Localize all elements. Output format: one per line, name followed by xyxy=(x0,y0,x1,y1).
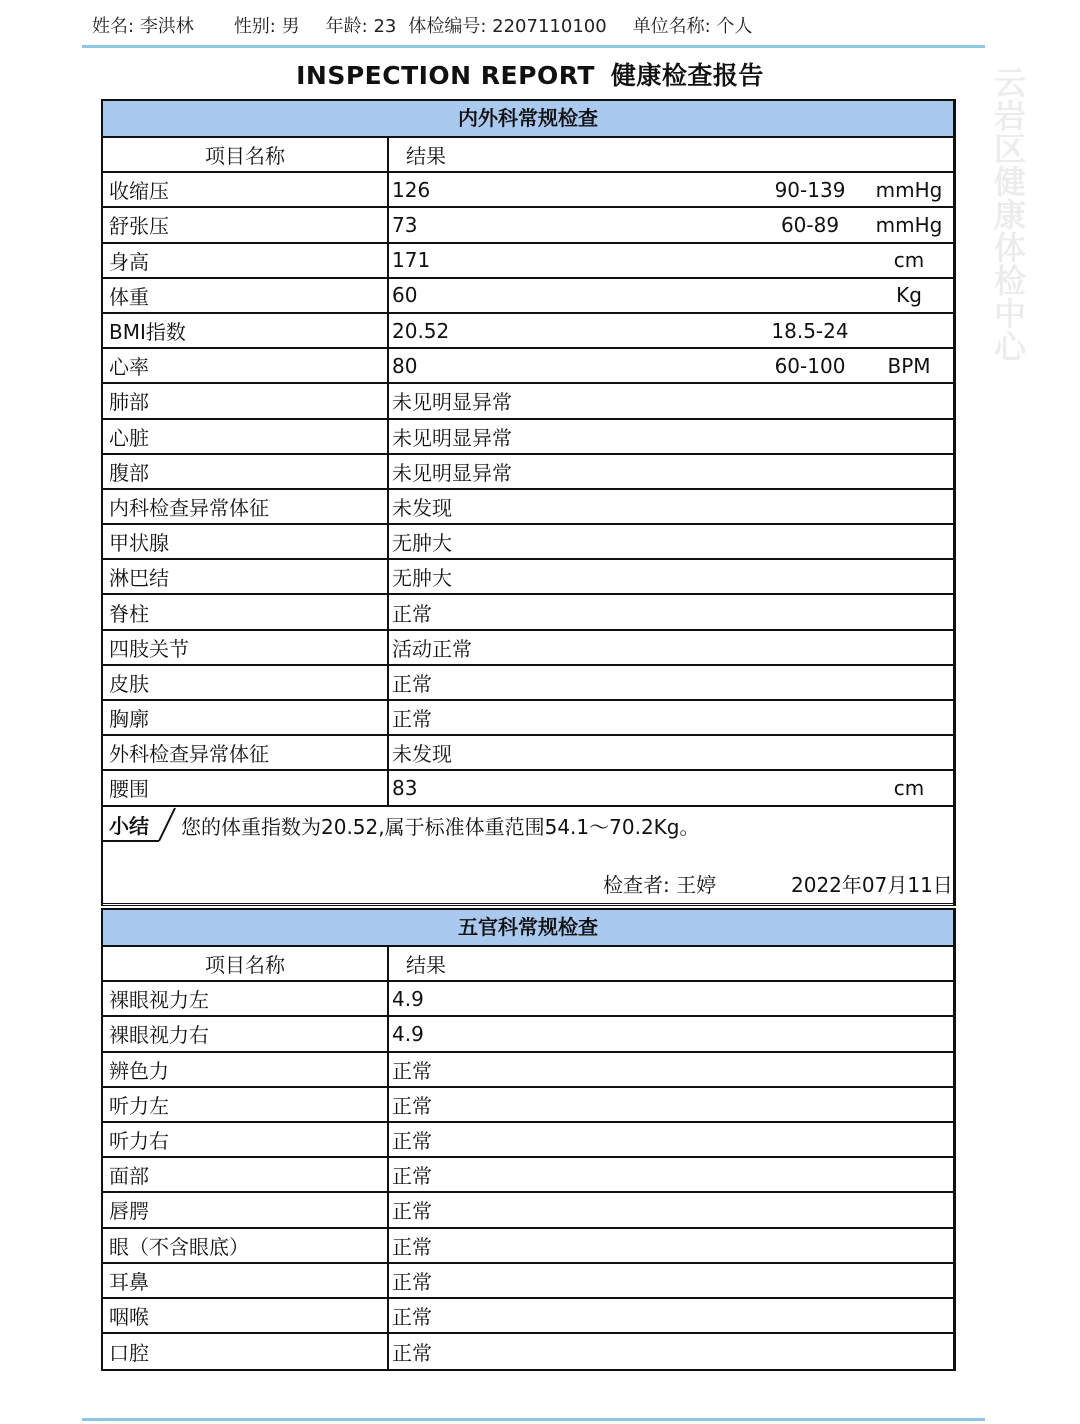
col-header-result: 结果 xyxy=(406,144,446,169)
item-result-cell xyxy=(389,1017,953,1050)
item-result-cell xyxy=(389,701,953,734)
table-row xyxy=(103,420,953,455)
center-watermark: 云岩区健康体检中心 xyxy=(989,66,1027,363)
unit-label: 单位名称: xyxy=(632,16,711,37)
item-result: 未见明显异常 xyxy=(392,390,512,415)
item-result: 正常 xyxy=(392,1269,432,1294)
reference-range: 90-139 xyxy=(774,177,846,202)
item-name: 唇腭 xyxy=(103,1193,389,1226)
table-row xyxy=(103,982,953,1017)
item-result-cell xyxy=(389,1123,953,1156)
item-result: 60 xyxy=(392,283,418,308)
item-result-cell xyxy=(389,1334,953,1369)
table-row xyxy=(103,1299,953,1334)
exam-no-label: 体检编号: xyxy=(408,16,487,37)
ent-ophthalmology-section xyxy=(101,908,956,1371)
item-name: 肺部 xyxy=(103,384,389,417)
item-result-cell xyxy=(389,560,953,593)
patient-info-header xyxy=(92,10,779,40)
summary-block xyxy=(103,807,953,906)
name-value: 李洪林 xyxy=(139,16,194,37)
item-result-cell xyxy=(389,771,953,804)
table-row xyxy=(103,1053,953,1088)
item-result: 4.9 xyxy=(392,986,424,1011)
table-row xyxy=(103,666,953,701)
exam-number xyxy=(408,12,606,38)
item-name: 收缩压 xyxy=(103,173,389,206)
item-name: 听力左 xyxy=(103,1088,389,1121)
item-name: 耳鼻 xyxy=(103,1264,389,1297)
item-result: 73 xyxy=(392,212,418,237)
item-result-cell xyxy=(389,1088,953,1121)
item-result: 20.52 xyxy=(392,318,450,343)
table-row xyxy=(103,314,953,349)
item-result-cell xyxy=(389,982,953,1015)
item-name: 腰围 xyxy=(103,771,389,804)
age-value: 23 xyxy=(373,16,397,37)
item-result: 正常 xyxy=(392,1093,432,1118)
item-name: 口腔 xyxy=(103,1334,389,1369)
table-row xyxy=(103,1229,953,1264)
unit: cm xyxy=(893,248,925,273)
report-title xyxy=(0,56,1060,92)
unit: mmHg xyxy=(875,177,943,202)
item-result: 正常 xyxy=(392,1341,432,1366)
summary-text: 您的体重指数为20.52,属于标准体重范围54.1～70.2Kg。 xyxy=(181,814,700,839)
table-row xyxy=(103,525,953,560)
item-name: 体重 xyxy=(103,279,389,312)
item-name: 胸廓 xyxy=(103,701,389,734)
item-result: 未见明显异常 xyxy=(392,460,512,485)
summary-label-border xyxy=(103,807,183,843)
table-row xyxy=(103,1158,953,1193)
item-name: 脊柱 xyxy=(103,595,389,628)
item-name: 四肢关节 xyxy=(103,631,389,664)
item-name: BMI指数 xyxy=(103,314,389,347)
item-result: 126 xyxy=(392,177,431,202)
header-rule xyxy=(82,45,985,48)
summary-label: 小结 xyxy=(109,813,149,838)
item-result: 正常 xyxy=(392,1129,432,1154)
section-title: 五官科常规检查 xyxy=(103,910,953,947)
item-result-cell xyxy=(389,631,953,664)
item-result-cell xyxy=(389,279,953,312)
item-result-cell xyxy=(389,1264,953,1297)
item-name: 裸眼视力左 xyxy=(103,982,389,1015)
item-result-cell xyxy=(389,736,953,769)
table-row xyxy=(103,1193,953,1228)
col-header-item: 项目名称 xyxy=(103,947,389,980)
item-name: 辨色力 xyxy=(103,1053,389,1086)
item-name: 面部 xyxy=(103,1158,389,1191)
item-result-cell xyxy=(389,208,953,241)
patient-age xyxy=(326,12,397,38)
table-row xyxy=(103,1017,953,1052)
item-name: 眼（不含眼底） xyxy=(103,1229,389,1262)
item-result: 正常 xyxy=(392,1304,432,1329)
exam-date: 2022年07月11日 xyxy=(791,872,953,897)
table-row xyxy=(103,349,953,384)
work-unit xyxy=(633,12,753,38)
item-name: 身高 xyxy=(103,244,389,277)
item-name: 皮肤 xyxy=(103,666,389,699)
item-result: 正常 xyxy=(392,601,432,626)
item-result: 未发现 xyxy=(392,495,452,520)
item-name: 心率 xyxy=(103,349,389,382)
table-header-row xyxy=(103,138,953,173)
unit: cm xyxy=(893,775,925,800)
item-result: 正常 xyxy=(392,1058,432,1083)
item-name: 咽喉 xyxy=(103,1299,389,1332)
item-result: 未发现 xyxy=(392,742,452,767)
item-result-cell xyxy=(389,173,953,206)
table-header-row xyxy=(103,947,953,982)
patient-name xyxy=(92,12,194,38)
item-result: 正常 xyxy=(392,1164,432,1189)
item-result: 80 xyxy=(392,353,418,378)
table-row xyxy=(103,1123,953,1158)
reference-range: 60-89 xyxy=(780,212,840,237)
gender-value: 男 xyxy=(281,16,300,37)
reference-range: 60-100 xyxy=(774,353,846,378)
unit: mmHg xyxy=(875,212,943,237)
item-result: 正常 xyxy=(392,707,432,732)
item-result: 未见明显异常 xyxy=(392,425,512,450)
item-result: 正常 xyxy=(392,1234,432,1259)
item-name: 听力右 xyxy=(103,1123,389,1156)
item-result: 正常 xyxy=(392,1199,432,1224)
item-result: 171 xyxy=(392,248,431,273)
item-name: 舒张压 xyxy=(103,208,389,241)
table-row xyxy=(103,1334,953,1369)
unit-value: 个人 xyxy=(716,16,753,37)
table-row xyxy=(103,560,953,595)
unit: BPM xyxy=(887,353,931,378)
table-row xyxy=(103,455,953,490)
item-result-cell xyxy=(389,595,953,628)
table-row xyxy=(103,208,953,243)
item-result: 4.9 xyxy=(392,1021,424,1046)
item-result: 活动正常 xyxy=(392,636,472,661)
item-result-cell xyxy=(389,490,953,523)
table-row xyxy=(103,244,953,279)
table-row xyxy=(103,631,953,666)
item-result: 无肿大 xyxy=(392,566,452,591)
item-result: 正常 xyxy=(392,671,432,696)
section-title: 内外科常规检查 xyxy=(103,101,953,138)
item-result-cell xyxy=(389,1229,953,1262)
footer-rule xyxy=(82,1418,985,1421)
table-row xyxy=(103,1088,953,1123)
table-row xyxy=(103,384,953,419)
item-result-cell xyxy=(389,1158,953,1191)
item-name: 淋巴结 xyxy=(103,560,389,593)
item-name: 裸眼视力右 xyxy=(103,1017,389,1050)
item-result: 无肿大 xyxy=(392,531,452,556)
checker: 检查者: 王婷 xyxy=(603,872,717,897)
item-name: 腹部 xyxy=(103,455,389,488)
item-result-cell xyxy=(389,384,953,417)
table-row xyxy=(103,736,953,771)
gender-label: 性别: xyxy=(233,16,276,37)
report-title-en: INSPECTION REPORT xyxy=(296,61,595,90)
item-name: 心脏 xyxy=(103,420,389,453)
table-row xyxy=(103,771,953,806)
patient-gender xyxy=(234,12,300,38)
item-result-cell xyxy=(389,666,953,699)
report-title-zh: 健康检查报告 xyxy=(610,61,764,90)
item-result-cell xyxy=(389,1193,953,1226)
item-result-cell xyxy=(389,1053,953,1086)
item-name: 内科检查异常体征 xyxy=(103,490,389,523)
item-name: 甲状腺 xyxy=(103,525,389,558)
unit: Kg xyxy=(896,283,922,308)
table-row xyxy=(103,173,953,208)
item-result-cell xyxy=(389,349,953,382)
name-label: 姓名: xyxy=(92,16,135,37)
table-row xyxy=(103,490,953,525)
age-label: 年龄: xyxy=(325,16,368,37)
item-result-cell xyxy=(389,244,953,277)
item-name: 外科检查异常体征 xyxy=(103,736,389,769)
col-header-result: 结果 xyxy=(406,953,446,978)
table-row xyxy=(103,279,953,314)
table-row xyxy=(103,595,953,630)
table-row xyxy=(103,1264,953,1299)
item-result-cell xyxy=(389,1299,953,1332)
item-result: 83 xyxy=(392,775,418,800)
item-result-cell xyxy=(389,420,953,453)
item-result-cell xyxy=(389,525,953,558)
exam-no-value: 2207110100 xyxy=(492,16,607,37)
item-result-cell xyxy=(389,314,953,347)
table-row xyxy=(103,701,953,736)
reference-range: 18.5-24 xyxy=(771,318,849,343)
col-header-item: 项目名称 xyxy=(103,138,389,171)
internal-surgical-section xyxy=(101,99,956,906)
item-result-cell xyxy=(389,455,953,488)
